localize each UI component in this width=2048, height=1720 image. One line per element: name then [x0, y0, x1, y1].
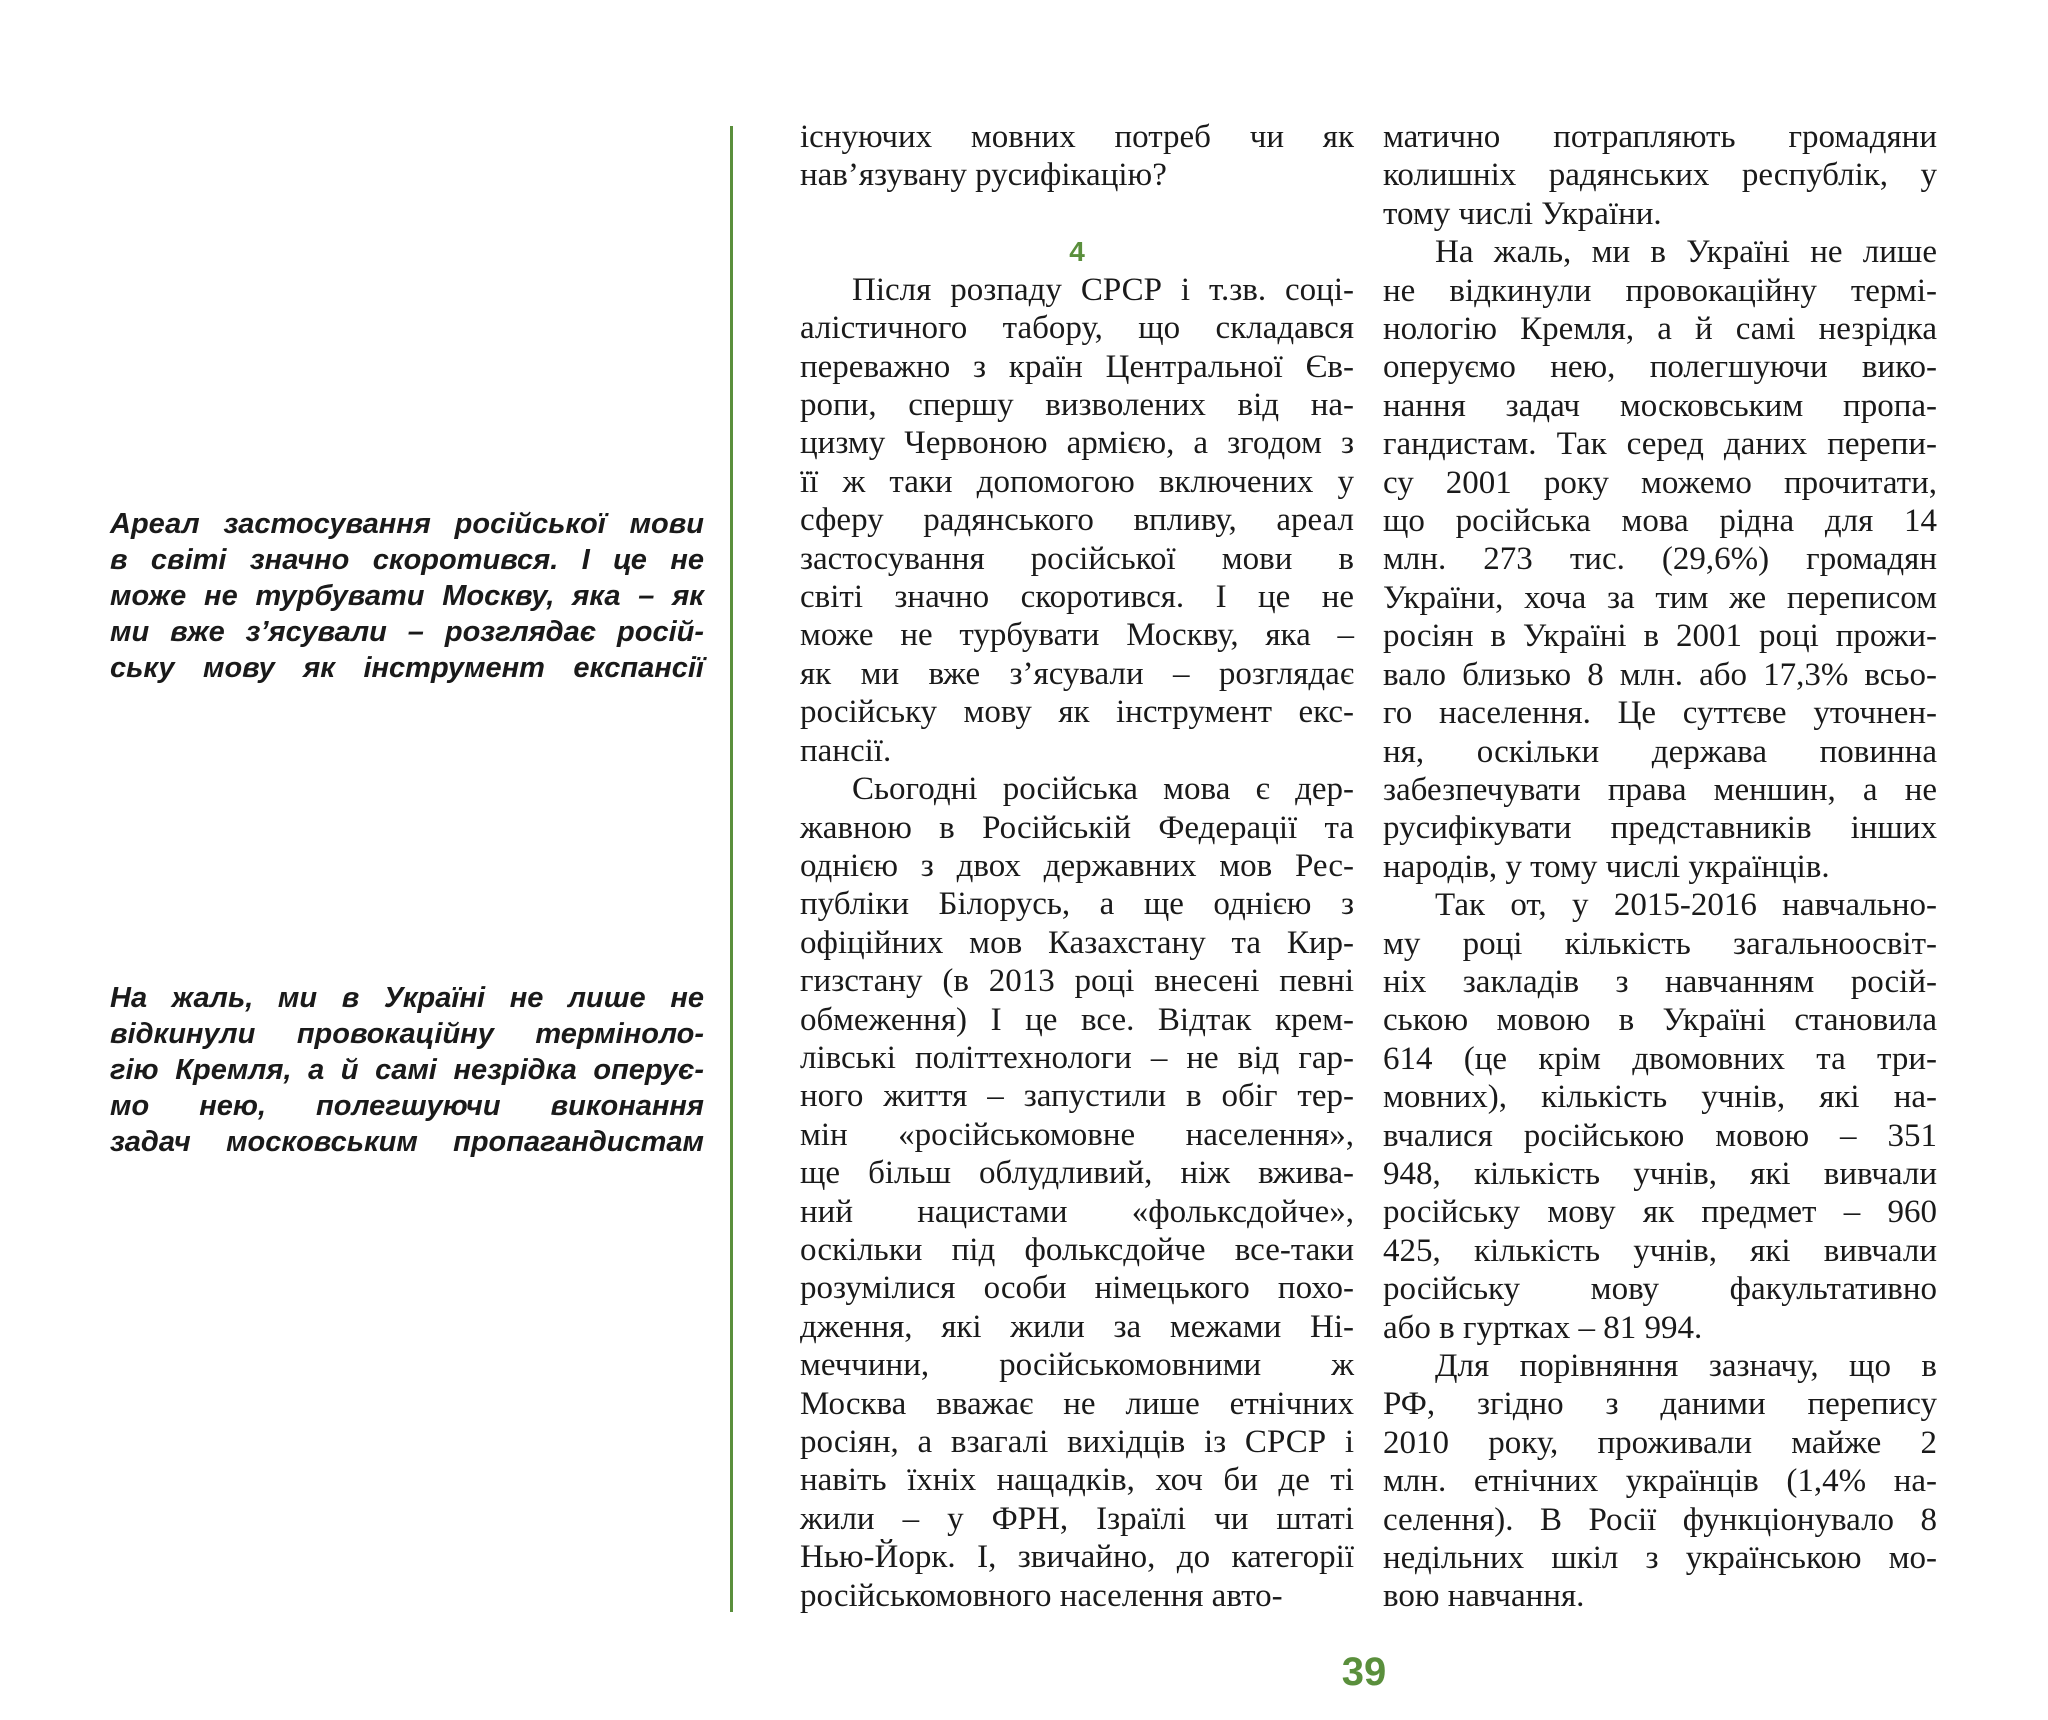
text-line: вчалися російською мовою – 351 — [1383, 1117, 1937, 1154]
text-line: мовних), кількість учнів, які на- — [1383, 1079, 1937, 1116]
text-line: російську мову як предмет – 960 — [1383, 1194, 1937, 1231]
text-line: 2010 року, проживали майже 2 — [1383, 1424, 1937, 1461]
text-line: 948, кількість учнів, які вивчали — [1383, 1155, 1937, 1192]
text-line: му році кількість загальноосвіт- — [1383, 925, 1937, 962]
paragraph — [1383, 233, 1937, 886]
section-number: 4 — [1069, 235, 1085, 267]
text-line: алістичного табору, що складався — [800, 310, 1354, 347]
text-line: млн. етнічних українців (1,4% на- — [1383, 1463, 1937, 1500]
text-line: гизстану (в 2013 році внесені певні — [800, 963, 1354, 1000]
text-line: росіян, а взагалі вихідців із СРСР і — [800, 1424, 1354, 1460]
text-line: ніх закладів з навчанням росій- — [1383, 963, 1937, 1000]
text-line: нологію Кремля, а й самі незрідка — [1383, 311, 1937, 348]
pull-quote-line: ську мову як інструмент експансії — [110, 652, 704, 684]
text-line: або в гуртках – 81 994. — [1383, 1309, 1703, 1346]
text-line: пансії. — [800, 732, 892, 769]
text-line: колишніх радянських республік, у — [1383, 157, 1937, 194]
text-line: публіки Білорусь, а ще однією з — [800, 886, 1354, 923]
text-line: жили – у ФРН, Ізраїлі чи штаті — [800, 1500, 1354, 1537]
vertical-divider — [730, 126, 733, 1612]
text-line: не відкинули провокаційну термі- — [1383, 272, 1937, 309]
paragraph — [1383, 1347, 1937, 1616]
text-line: мін «російськомовне населення», — [800, 1116, 1354, 1153]
text-line: російську мову як інструмент екс- — [800, 694, 1354, 731]
pull-quote-1 — [110, 506, 704, 686]
page-number: 39 — [1341, 1650, 1387, 1694]
text-line: го населення. Це суттєве уточнен- — [1383, 695, 1937, 732]
text-line: матично потрапляють громадяни — [1383, 119, 1937, 155]
text-line: 614 (це крім двомовних та три- — [1383, 1040, 1937, 1077]
pull-quote-2 — [110, 980, 704, 1160]
text-line: млн. 273 тис. (29,6%) громадян — [1383, 541, 1937, 578]
text-line: розумілися особи німецького похо- — [800, 1270, 1354, 1307]
text-line: Москва вважає не лише етнічних — [800, 1385, 1354, 1422]
text-line: ного життя – запустили в обіг тер- — [800, 1078, 1354, 1115]
text-line: російську мову факультативно — [1383, 1271, 1937, 1308]
text-line: русифікувати представників інших — [1383, 810, 1937, 847]
pull-quote-line: може не турбувати Москву, яка – як — [110, 580, 704, 612]
text-line: селення). В Росії функціонувало 8 — [1383, 1501, 1937, 1538]
paragraph — [1383, 886, 1937, 1347]
text-line: Сьогодні російська мова є дер- — [852, 771, 1354, 808]
text-line: однією з двох державних мов Рес- — [800, 847, 1354, 884]
text-line: може не турбувати Москву, яка – — [800, 617, 1354, 654]
text-line: цизму Червоною армією, а згодом з — [800, 425, 1354, 462]
text-line: сферу радянського впливу, ареал — [800, 502, 1354, 539]
pull-quote-line: ми вже з’ясували – розглядає росій- — [110, 616, 704, 648]
text-line: оперуємо нею, полегшуючи вико- — [1383, 349, 1937, 386]
text-line: гандистам. Так серед даних перепи- — [1383, 426, 1937, 463]
text-line: Так от, у 2015-2016 навчально- — [1435, 887, 1937, 924]
text-line: ською мовою в Україні становила — [1383, 1002, 1937, 1039]
text-line: меччини, російськомовними ж — [800, 1347, 1354, 1384]
text-column-1 — [800, 118, 1354, 1615]
text-line: Після розпаду СРСР і т.зв. соці- — [852, 271, 1354, 308]
text-line: нання задач московським пропа- — [1383, 387, 1937, 424]
pull-quote-line: Ареал застосування російської мови — [110, 508, 704, 540]
paragraph — [800, 271, 1354, 770]
text-line: Для порівняння зазначу, що в — [1435, 1348, 1937, 1384]
text-line: лівські політтехнологи – не від гар- — [800, 1039, 1354, 1076]
text-line: існуючих мовних потреб чи як — [800, 119, 1354, 155]
text-line: ропи, спершу визволених від на- — [800, 387, 1354, 424]
pull-quote-line: На жаль, ми в Україні не лише не — [110, 982, 704, 1014]
pull-quote-line: мо нею, полегшуючи виконання — [110, 1090, 704, 1122]
pull-quote-line: в світі значно скоротився. І це не — [110, 544, 704, 576]
text-line: російськомовного населення авто- — [800, 1577, 1283, 1614]
text-line: ня, оскільки держава повинна — [1383, 733, 1937, 770]
text-line: забезпечувати права меншин, а не — [1383, 771, 1937, 808]
pull-quote-line: задач московським пропагандистам — [110, 1126, 704, 1158]
text-line: вало близько 8 млн. або 17,3% всьо- — [1383, 656, 1937, 693]
text-line: жавною в Російській Федерації та — [800, 809, 1354, 846]
text-line: На жаль, ми в Україні не лише — [1435, 234, 1937, 271]
text-line: Нью-Йорк. І, звичайно, до категорії — [800, 1539, 1354, 1576]
text-line: недільних шкіл з українською мо- — [1383, 1540, 1937, 1577]
paragraph — [800, 770, 1354, 1615]
text-line: народів, у тому числі українців. — [1383, 848, 1830, 885]
pull-quote-line: відкинули провокаційну терміноло- — [110, 1018, 704, 1050]
text-line: росіян в Україні в 2001 році прожи- — [1383, 618, 1937, 655]
text-line: су 2001 року можемо прочитати, — [1383, 464, 1937, 501]
text-line: ний нацистами «фольксдойче», — [800, 1193, 1354, 1230]
text-line: що російська мова рідна для 14 — [1383, 503, 1937, 540]
text-line: її ж таки допомогою включених у — [800, 463, 1354, 500]
text-line: вою навчання. — [1383, 1578, 1585, 1615]
text-line: переважно з країн Центральної Єв- — [800, 348, 1354, 385]
text-line: обмеження) І це все. Відтак крем- — [800, 1001, 1354, 1038]
text-line: тому числі України. — [1383, 195, 1662, 232]
text-column-2 — [1383, 118, 1937, 1616]
text-line: 425, кількість учнів, які вивчали — [1383, 1232, 1937, 1269]
text-line: навіть їхніх нащадків, хоч би де ті — [800, 1462, 1354, 1499]
text-line: як ми вже з’ясували – розглядає — [800, 655, 1354, 692]
text-line: нав’язувану русифікацію? — [800, 157, 1167, 194]
text-line: України, хоча за тим же переписом — [1383, 579, 1937, 616]
text-line: дження, які жили за межами Ні- — [800, 1308, 1354, 1345]
text-line: офіційних мов Казахстану та Кир- — [800, 924, 1354, 961]
text-line: ще більш облудливий, ніж вжива- — [800, 1155, 1354, 1192]
text-line: світі значно скоротився. І це не — [800, 579, 1354, 616]
text-line: РФ, згідно з даними перепису — [1383, 1386, 1937, 1423]
text-line: застосування російської мови в — [800, 540, 1354, 577]
text-line: оскільки під фольксдойче все-таки — [800, 1231, 1354, 1268]
pull-quote-line: гію Кремля, а й самі незрідка оперує- — [110, 1054, 704, 1086]
